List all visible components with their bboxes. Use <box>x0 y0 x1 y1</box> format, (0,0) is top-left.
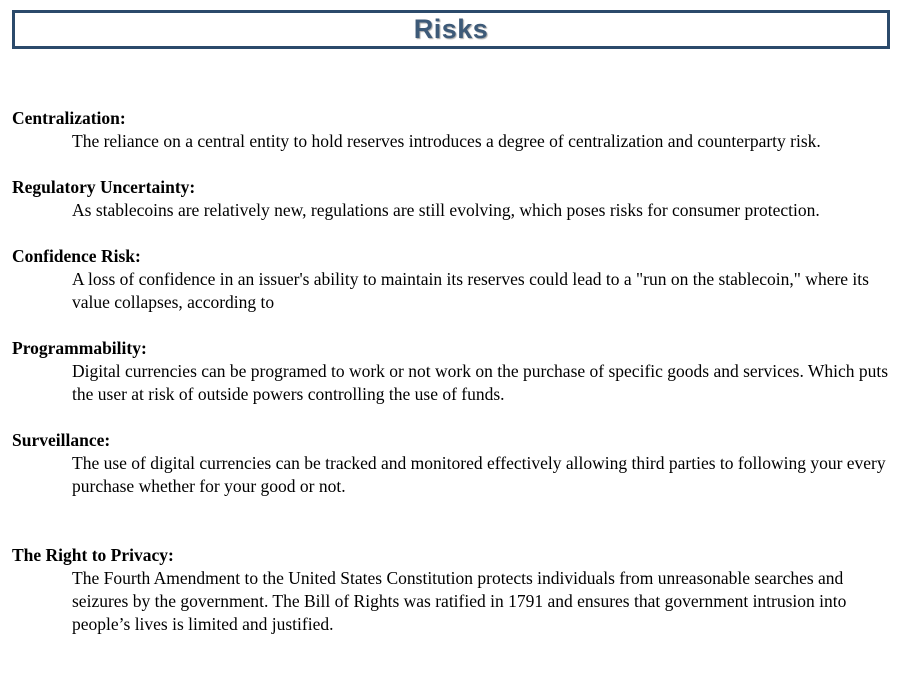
section-heading: Centralization: <box>12 108 126 128</box>
section-surveillance <box>12 429 902 498</box>
section-heading: Regulatory Uncertainty: <box>12 177 196 197</box>
section-body: The reliance on a central entity to hold reserves introduces a degree of centralization and counterparty risk. <box>72 131 821 151</box>
section-body: A loss of confidence in an issuer's ability to maintain its reserves could lead to a "run on the stablecoin," where its value collapses, according to <box>72 269 869 312</box>
section-heading: Programmability: <box>12 338 147 358</box>
section-body: The Fourth Amendment to the United States Constitution protects individuals from unreasonable searches and seizures by the government. The Bill of Rights was ratified in 1791 and ensures that government intrusion into people’s lives is limited and justified. <box>72 568 847 634</box>
section-confidence-risk <box>12 245 902 314</box>
section-regulatory-uncertainty <box>12 176 902 222</box>
section-right-to-privacy <box>12 544 902 636</box>
section-centralization <box>12 107 902 153</box>
title-banner <box>12 10 890 49</box>
section-heading: The Right to Privacy: <box>12 545 174 565</box>
section-body: Digital currencies can be programed to work or not work on the purchase of specific goods and services. Which puts the user at risk of outside powers controlling the use of funds. <box>72 361 889 404</box>
section-heading: Surveillance: <box>12 430 111 450</box>
section-programmability <box>12 337 902 406</box>
section-body: The use of digital currencies can be tracked and monitored effectively allowing third parties to following your every purchase whether for your good or not. <box>72 453 886 496</box>
risks-list <box>12 107 902 636</box>
page-title: Risks <box>413 14 489 44</box>
section-body: As stablecoins are relatively new, regulations are still evolving, which poses risks for consumer protection. <box>72 200 820 220</box>
section-heading: Confidence Risk: <box>12 246 141 266</box>
